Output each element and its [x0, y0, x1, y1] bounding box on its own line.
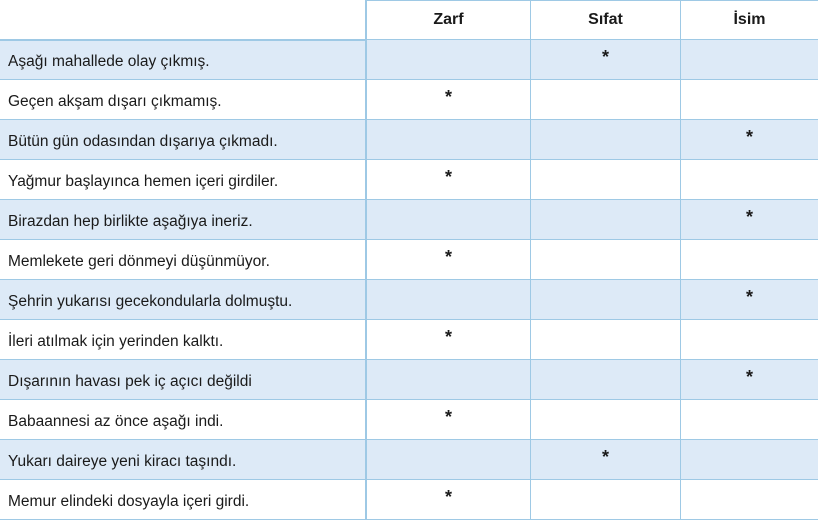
table-cell-sifat: *: [531, 40, 681, 80]
table-cell-sifat: [531, 320, 681, 360]
header-isim: İsim: [681, 0, 818, 40]
table-cell-zarf: *: [366, 400, 531, 440]
header-sifat: Sıfat: [531, 0, 681, 40]
table-row-sentence: Yağmur başlayınca hemen içeri girdiler.: [0, 160, 366, 200]
table-row-sentence: Geçen akşam dışarı çıkmamış.: [0, 80, 366, 120]
table-cell-zarf: [366, 360, 531, 400]
table-cell-isim: *: [681, 280, 818, 320]
table-row-sentence: Dışarının havası pek iç açıcı değildi: [0, 360, 366, 400]
table-cell-isim: *: [681, 200, 818, 240]
table-cell-sifat: [531, 240, 681, 280]
table-cell-zarf: *: [366, 80, 531, 120]
table-row-sentence: Memur elindeki dosyayla içeri girdi.: [0, 480, 366, 520]
table-cell-isim: [681, 40, 818, 80]
table-row-sentence: Memlekete geri dönmeyi düşünmüyor.: [0, 240, 366, 280]
table-cell-sifat: [531, 120, 681, 160]
table-cell-zarf: *: [366, 160, 531, 200]
table-cell-sifat: *: [531, 440, 681, 480]
table-row-sentence: İleri atılmak için yerinden kalktı.: [0, 320, 366, 360]
table-cell-zarf: [366, 120, 531, 160]
table-cell-isim: [681, 440, 818, 480]
table-cell-zarf: *: [366, 480, 531, 520]
table-cell-zarf: [366, 200, 531, 240]
table-row-sentence: Aşağı mahallede olay çıkmış.: [0, 40, 366, 80]
table-cell-isim: [681, 400, 818, 440]
table-row-sentence: Bütün gün odasından dışarıya çıkmadı.: [0, 120, 366, 160]
table-cell-isim: [681, 240, 818, 280]
table-cell-zarf: *: [366, 240, 531, 280]
table-cell-zarf: [366, 40, 531, 80]
table-cell-zarf: [366, 440, 531, 480]
table-cell-sifat: [531, 480, 681, 520]
table-row-sentence: Babaannesi az önce aşağı indi.: [0, 400, 366, 440]
table-cell-isim: [681, 80, 818, 120]
table-cell-isim: [681, 480, 818, 520]
table-cell-isim: *: [681, 360, 818, 400]
table-cell-sifat: [531, 280, 681, 320]
table-row-sentence: Yukarı daireye yeni kiracı taşındı.: [0, 440, 366, 480]
table-cell-sifat: [531, 160, 681, 200]
header-corner: [0, 0, 366, 40]
table-cell-zarf: [366, 280, 531, 320]
table-row-sentence: Şehrin yukarısı gecekondularla dolmuştu.: [0, 280, 366, 320]
header-zarf: Zarf: [366, 0, 531, 40]
table-cell-zarf: *: [366, 320, 531, 360]
table-cell-sifat: [531, 200, 681, 240]
table-cell-sifat: [531, 360, 681, 400]
table-cell-sifat: [531, 400, 681, 440]
table-cell-isim: *: [681, 120, 818, 160]
table-cell-isim: [681, 320, 818, 360]
table-row-sentence: Birazdan hep birlikte aşağıya ineriz.: [0, 200, 366, 240]
table-cell-isim: [681, 160, 818, 200]
table-cell-sifat: [531, 80, 681, 120]
